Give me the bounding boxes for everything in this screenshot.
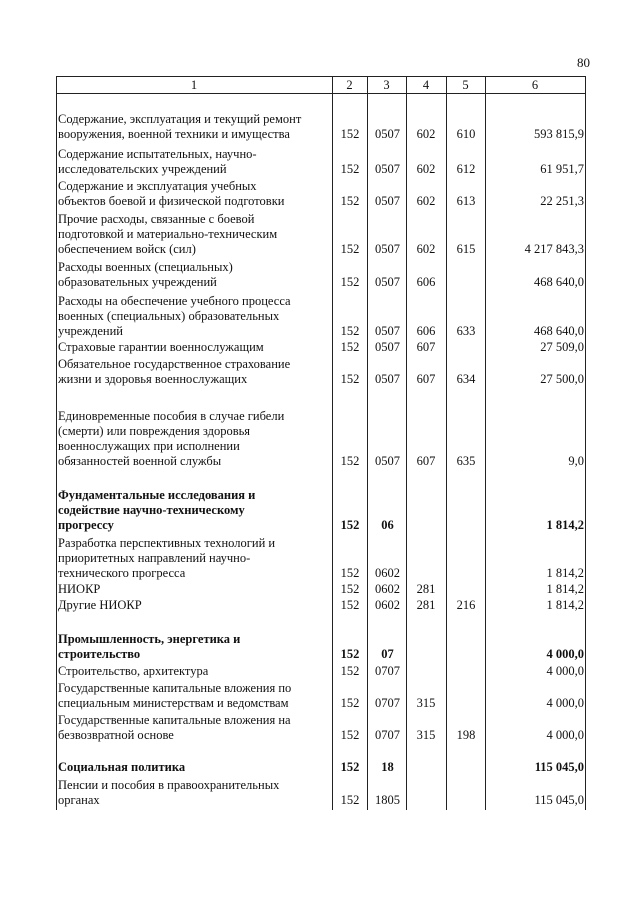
description-line: Государственные капитальные вложения на — [58, 713, 291, 727]
table-row — [56, 147, 586, 177]
description-line: Строительство, архитектура — [58, 664, 209, 678]
code-column-4: 315 — [416, 696, 436, 710]
table-row — [56, 112, 586, 142]
code-column-3: 0507 — [375, 242, 400, 256]
description-line: Расходы на обеспечение учебного процесса — [58, 294, 291, 308]
code-column-4: 607 — [416, 454, 436, 468]
code-column-3: 07 — [381, 647, 394, 661]
code-column-3: 0707 — [375, 696, 400, 710]
code-column-2: 152 — [340, 566, 360, 580]
header-col-5: 5 — [462, 78, 469, 92]
amount: 593 815,9 — [534, 127, 584, 141]
table-row — [56, 340, 586, 355]
description-line: Обязательное государственное страхование — [58, 357, 291, 371]
description-line: Социальная политика — [58, 760, 186, 774]
table-row — [56, 179, 586, 209]
amount: 61 951,7 — [540, 162, 584, 176]
row-description — [58, 147, 310, 177]
description-line: Единовременные пособия в случае гибели — [58, 409, 285, 423]
amount: 4 217 843,3 — [524, 242, 584, 256]
code-column-2: 152 — [340, 598, 360, 612]
code-column-5: 613 — [456, 194, 476, 208]
code-column-4: 607 — [416, 340, 436, 354]
description-line: образовательных учреждений — [58, 275, 217, 289]
row-description — [58, 212, 310, 257]
description-line: учреждений — [58, 324, 123, 338]
row-description — [58, 357, 310, 387]
row-description — [58, 664, 310, 679]
amount: 4 000,0 — [546, 664, 584, 678]
code-column-3: 0507 — [375, 372, 400, 386]
row-description — [58, 681, 310, 711]
header-col-1: 1 — [190, 78, 198, 92]
description-line: обязанностей военной службы — [58, 454, 222, 468]
code-column-4: 602 — [416, 194, 436, 208]
table-row — [56, 681, 586, 711]
code-column-3: 0602 — [375, 566, 400, 580]
code-column-3: 0507 — [375, 454, 400, 468]
description-line: (смерти) или повреждения здоровья — [58, 424, 251, 438]
table-row — [56, 294, 586, 339]
code-column-3: 0602 — [375, 582, 400, 596]
row-description — [58, 179, 310, 209]
description-line: Страховые гарантии военнослужащим — [58, 340, 264, 354]
header-col-6: 6 — [531, 78, 539, 92]
table-row — [56, 260, 586, 290]
code-column-2: 152 — [340, 664, 360, 678]
header-bottom-border — [56, 93, 586, 94]
amount: 115 045,0 — [534, 793, 584, 807]
row-description — [58, 778, 310, 808]
code-column-5: 612 — [456, 162, 476, 176]
amount: 115 045,0 — [534, 760, 584, 774]
row-description — [58, 632, 310, 662]
row-description — [58, 294, 310, 339]
row-description — [58, 598, 310, 613]
code-column-2: 152 — [340, 582, 360, 596]
table-row — [56, 536, 586, 581]
description-line: Расходы военных (специальных) — [58, 260, 233, 274]
row-description — [58, 713, 310, 743]
description-line: Промышленность, энергетика и — [58, 632, 241, 646]
table-row — [56, 582, 586, 597]
description-line: подготовкой и материально-техническим — [58, 227, 278, 241]
code-column-4: 281 — [416, 598, 436, 612]
header-col-4: 4 — [422, 78, 430, 92]
code-column-2: 152 — [340, 340, 360, 354]
code-column-2: 152 — [340, 793, 360, 807]
code-column-3: 0507 — [375, 127, 400, 141]
description-line: Разработка перспективных технологий и — [58, 536, 276, 550]
code-column-2: 152 — [340, 324, 360, 338]
code-column-3: 1805 — [375, 793, 400, 807]
code-column-3: 0602 — [375, 598, 400, 612]
code-column-3: 0507 — [375, 275, 400, 289]
amount: 1 814,2 — [546, 582, 584, 596]
code-column-5: 633 — [456, 324, 476, 338]
description-line: специальным министерствам и ведомствам — [58, 696, 289, 710]
code-column-4: 602 — [416, 162, 436, 176]
amount: 27 500,0 — [540, 372, 584, 386]
table-top-border — [56, 76, 586, 77]
description-line: объектов боевой и физической подготовки — [58, 194, 285, 208]
table-row — [56, 212, 586, 257]
amount: 4 000,0 — [546, 696, 584, 710]
amount: 1 814,2 — [546, 518, 584, 532]
row-description — [58, 340, 310, 355]
code-column-4: 315 — [416, 728, 436, 742]
code-column-3: 0507 — [375, 324, 400, 338]
code-column-5: 635 — [456, 454, 476, 468]
code-column-4: 606 — [416, 275, 436, 289]
amount: 27 509,0 — [540, 340, 584, 354]
code-column-2: 152 — [340, 518, 360, 532]
description-line: Другие НИОКР — [58, 598, 142, 612]
description-line: Содержание и эксплуатация учебных — [58, 179, 257, 193]
table-row — [56, 760, 586, 775]
description-line: прогрессу — [58, 518, 114, 532]
table-row — [56, 632, 586, 662]
row-description — [58, 582, 310, 597]
description-line: исследовательских учреждений — [58, 162, 227, 176]
description-line: приоритетных направлений научно- — [58, 551, 251, 565]
table-row — [56, 488, 586, 533]
code-column-2: 152 — [340, 372, 360, 386]
row-description — [58, 409, 310, 469]
row-description — [58, 760, 310, 775]
code-column-3: 06 — [381, 518, 394, 532]
table-row — [56, 409, 586, 469]
code-column-4: 281 — [416, 582, 436, 596]
code-column-2: 152 — [340, 647, 360, 661]
description-line: безвозвратной основе — [58, 728, 174, 742]
description-line: военных (специальных) образовательных — [58, 309, 280, 323]
description-line: содействие научно-техническому — [58, 503, 245, 517]
code-column-4: 606 — [416, 324, 436, 338]
code-column-2: 152 — [340, 275, 360, 289]
code-column-2: 152 — [340, 728, 360, 742]
table-row — [56, 598, 586, 613]
header-col-3: 3 — [383, 78, 390, 92]
code-column-4: 602 — [416, 127, 436, 141]
table-row — [56, 713, 586, 743]
code-column-5: 198 — [456, 728, 476, 742]
amount: 22 251,3 — [540, 194, 584, 208]
code-column-2: 152 — [340, 696, 360, 710]
description-line: технического прогресса — [58, 566, 186, 580]
code-column-3: 18 — [381, 760, 394, 774]
row-description — [58, 488, 310, 533]
code-column-5: 634 — [456, 372, 476, 386]
code-column-4: 607 — [416, 372, 436, 386]
table-row — [56, 357, 586, 387]
code-column-3: 0507 — [375, 162, 400, 176]
description-line: обеспечением войск (сил) — [58, 242, 196, 256]
description-line: Содержание, эксплуатация и текущий ремонт — [58, 112, 302, 126]
description-line: вооружения, военной техники и имущества — [58, 127, 290, 141]
amount: 468 640,0 — [534, 324, 584, 338]
page-number: 80 — [577, 55, 590, 70]
code-column-3: 0507 — [375, 194, 400, 208]
code-column-3: 0707 — [375, 728, 400, 742]
description-line: НИОКР — [58, 582, 101, 596]
description-line: органах — [58, 793, 100, 807]
code-column-2: 152 — [340, 162, 360, 176]
amount: 4 000,0 — [546, 647, 584, 661]
amount: 1 814,2 — [546, 598, 584, 612]
code-column-2: 152 — [340, 194, 360, 208]
description-line: Государственные капитальные вложения по — [58, 681, 292, 695]
code-column-3: 0507 — [375, 340, 400, 354]
amount: 9,0 — [568, 454, 584, 468]
amount: 468 640,0 — [534, 275, 584, 289]
table-row — [56, 664, 586, 679]
code-column-3: 0707 — [375, 664, 400, 678]
code-column-2: 152 — [340, 127, 360, 141]
code-column-2: 152 — [340, 454, 360, 468]
code-column-5: 615 — [456, 242, 476, 256]
row-description — [58, 112, 310, 142]
amount: 1 814,2 — [546, 566, 584, 580]
description-line: Фундаментальные исследования и — [58, 488, 256, 502]
description-line: Содержание испытательных, научно- — [58, 147, 257, 161]
description-line: Прочие расходы, связанные с боевой — [58, 212, 255, 226]
row-description — [58, 260, 310, 290]
description-line: строительство — [58, 647, 141, 661]
code-column-5: 216 — [456, 598, 476, 612]
code-column-2: 152 — [340, 760, 360, 774]
description-line: военнослужащих при исполнении — [58, 439, 240, 453]
row-description — [58, 536, 310, 581]
description-line: жизни и здоровья военнослужащих — [58, 372, 248, 386]
amount: 4 000,0 — [546, 728, 584, 742]
table-row — [56, 778, 586, 808]
header-col-2: 2 — [346, 78, 353, 92]
code-column-4: 602 — [416, 242, 436, 256]
code-column-5: 610 — [456, 127, 476, 141]
code-column-2: 152 — [340, 242, 360, 256]
description-line: Пенсии и пособия в правоохранительных — [58, 778, 280, 792]
